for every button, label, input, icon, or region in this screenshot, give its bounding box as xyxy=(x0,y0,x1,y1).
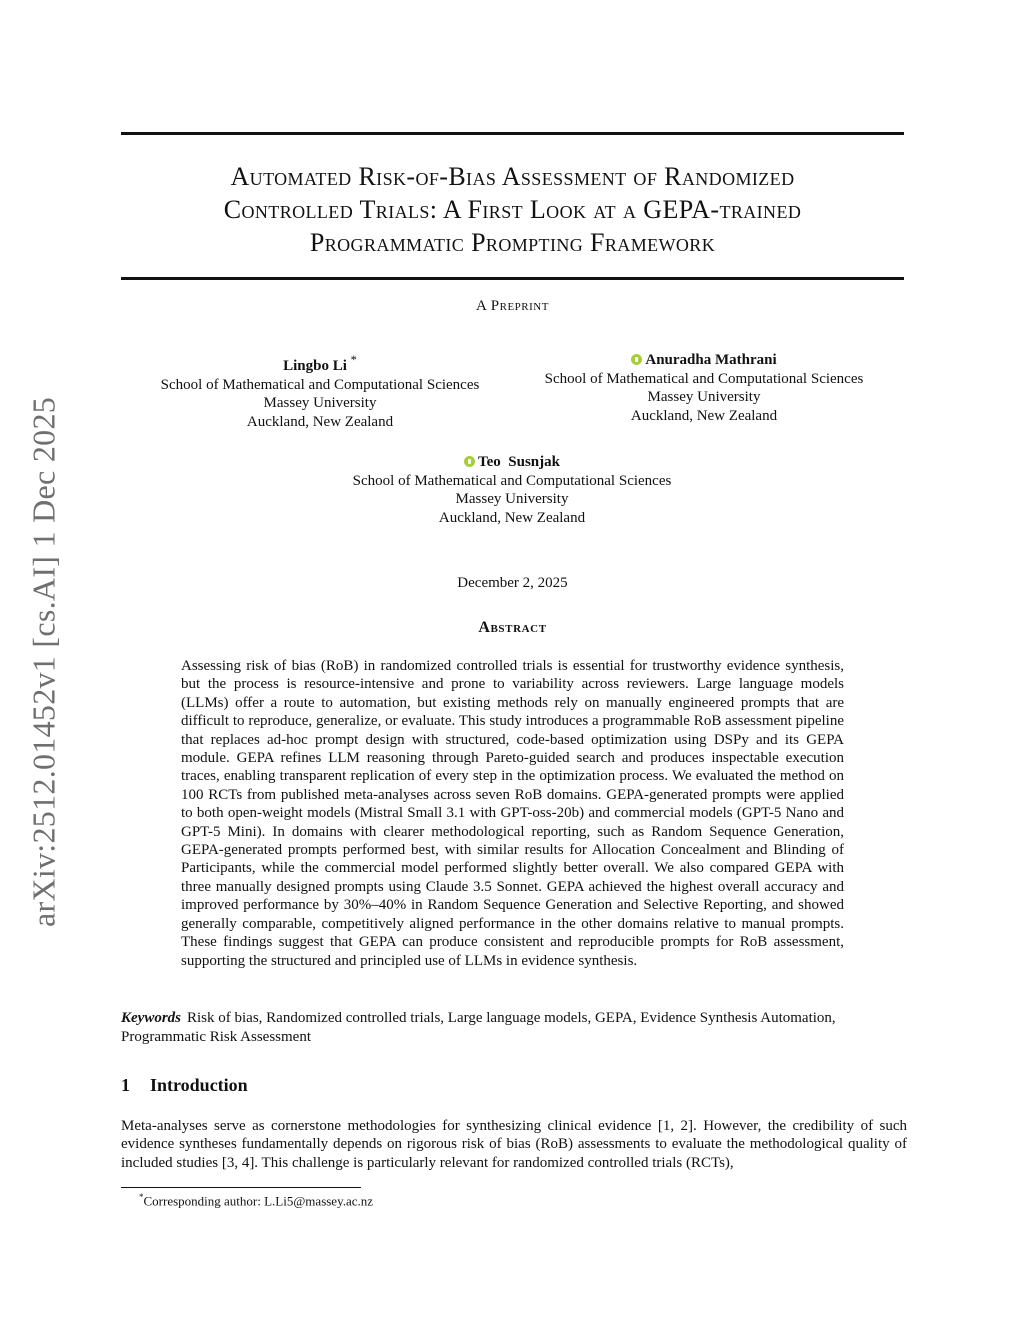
keywords-label: Keywords xyxy=(121,1010,181,1026)
abstract-heading: Abstract xyxy=(478,619,547,636)
author-university: Massey University xyxy=(647,389,761,405)
author-location: Auckland, New Zealand xyxy=(630,407,778,424)
corresponding-marker: * xyxy=(350,353,357,367)
title-line: Controlled Trials: A First Look at a GEPA-trained xyxy=(223,195,802,224)
author-name-line xyxy=(322,453,702,472)
footnote-marker: * xyxy=(139,1192,144,1202)
author-name: Anuradha Mathrani xyxy=(645,352,777,368)
author-affiliation: School of Mathematical and Computational Sciences xyxy=(160,376,480,393)
paper-date: December 2, 2025 xyxy=(457,575,568,591)
preprint-label: A Preprint xyxy=(476,298,549,314)
author-name-line xyxy=(130,351,510,376)
keywords-block xyxy=(121,1009,907,1046)
author-name: Lingbo Li xyxy=(283,358,347,374)
orcid-icon[interactable] xyxy=(631,354,642,365)
orcid-icon[interactable] xyxy=(464,456,475,467)
author-name-line xyxy=(514,351,894,370)
author-affiliation: School of Mathematical and Computational Sciences xyxy=(352,472,672,489)
section-heading xyxy=(121,1075,248,1096)
author-block xyxy=(130,351,510,431)
abstract-body: Assessing risk of bias (RoB) in randomized controlled trials is essential for trustworthy evidence synthesis, but the process is resource-intensive and prone to variability across reviewers. Large language models (LLMs) offer a route to automation, but existing methods rely on manually engineered prompts that are difficult to reproduce, generalize, or evaluate. This study introduces a programmable RoB assessment pipeline that replaces ad-hoc prompt design with structured, code-based optimization using DSPy and its GEPA module. GEPA refines LLM reasoning through Pareto-guided search and produces inspectable execution traces, enabling transparent replication of every step in the optimization process. We evaluated the method on 100 RCTs from published meta-analyses across seven RoB domains. GEPA-generated prompts were applied to both open-weight models (Mistral Small 3.1 with GPT-oss-20b) and commercial models (GPT-5 Nano and GPT-5 Mini). In domains with clearer methodological reporting, such as Random Sequence Generation, GEPA-generated prompts performed best, with similar results for Allocation Concealment and Blinding of Participants, while the commercial model performed slightly better overall. We also compared GEPA with three manually designed prompts using Claude 3.5 Sonnet. GEPA achieved the highest overall accuracy and improved performance by 30%–40% in Random Sequence Generation and Selective Reporting, and showed generally comparable, competitively aligned performance in the other domains relative to manual prompts. These findings suggest that GEPA can produce consistent and reproducible prompts for RoB assessment, supporting the structured and principled use of LLMs in evidence synthesis. xyxy=(181,658,844,969)
author-university: Massey University xyxy=(263,395,377,411)
author-location: Auckland, New Zealand xyxy=(246,413,394,430)
section-number: 1 xyxy=(121,1075,130,1095)
author-block xyxy=(514,351,894,425)
section-title: Introduction xyxy=(150,1075,248,1095)
title-line: Automated Risk-of-Bias Assessment of Randomized xyxy=(230,162,795,191)
author-location: Auckland, New Zealand xyxy=(438,509,586,526)
title-top-rule xyxy=(121,132,904,135)
introduction-body: Meta-analyses serve as cornerstone methodologies for synthesizing clinical evidence [1, 2]. However, the credibility of such evidence syntheses fundamentally depends on rigorous risk of bias (RoB) assessments to evaluate the methodological quality of included studies [3, 4]. This challenge is particularly relevant for randomized controlled trials (RCTs), xyxy=(121,1118,907,1171)
footnote xyxy=(139,1192,373,1209)
keywords-text: Risk of bias, Randomized controlled trials, Large language models, GEPA, Evidence Synthesis Automation, Programmatic Risk Assessment xyxy=(121,1010,836,1045)
title-bottom-rule xyxy=(121,277,904,280)
paper-title xyxy=(121,160,904,259)
author-university: Massey University xyxy=(455,491,569,507)
author-name: Teo Susnjak xyxy=(478,454,560,470)
arxiv-identifier-stamp: arXiv:2512.01452v1 [cs.AI] 1 Dec 2025 xyxy=(25,396,62,928)
footnote-text: Corresponding author: L.Li5@massey.ac.nz xyxy=(143,1193,374,1209)
title-line: Programmatic Prompting Framework xyxy=(309,228,716,257)
author-block xyxy=(322,453,702,527)
footnote-rule xyxy=(121,1187,361,1188)
author-affiliation: School of Mathematical and Computational Sciences xyxy=(544,370,864,387)
